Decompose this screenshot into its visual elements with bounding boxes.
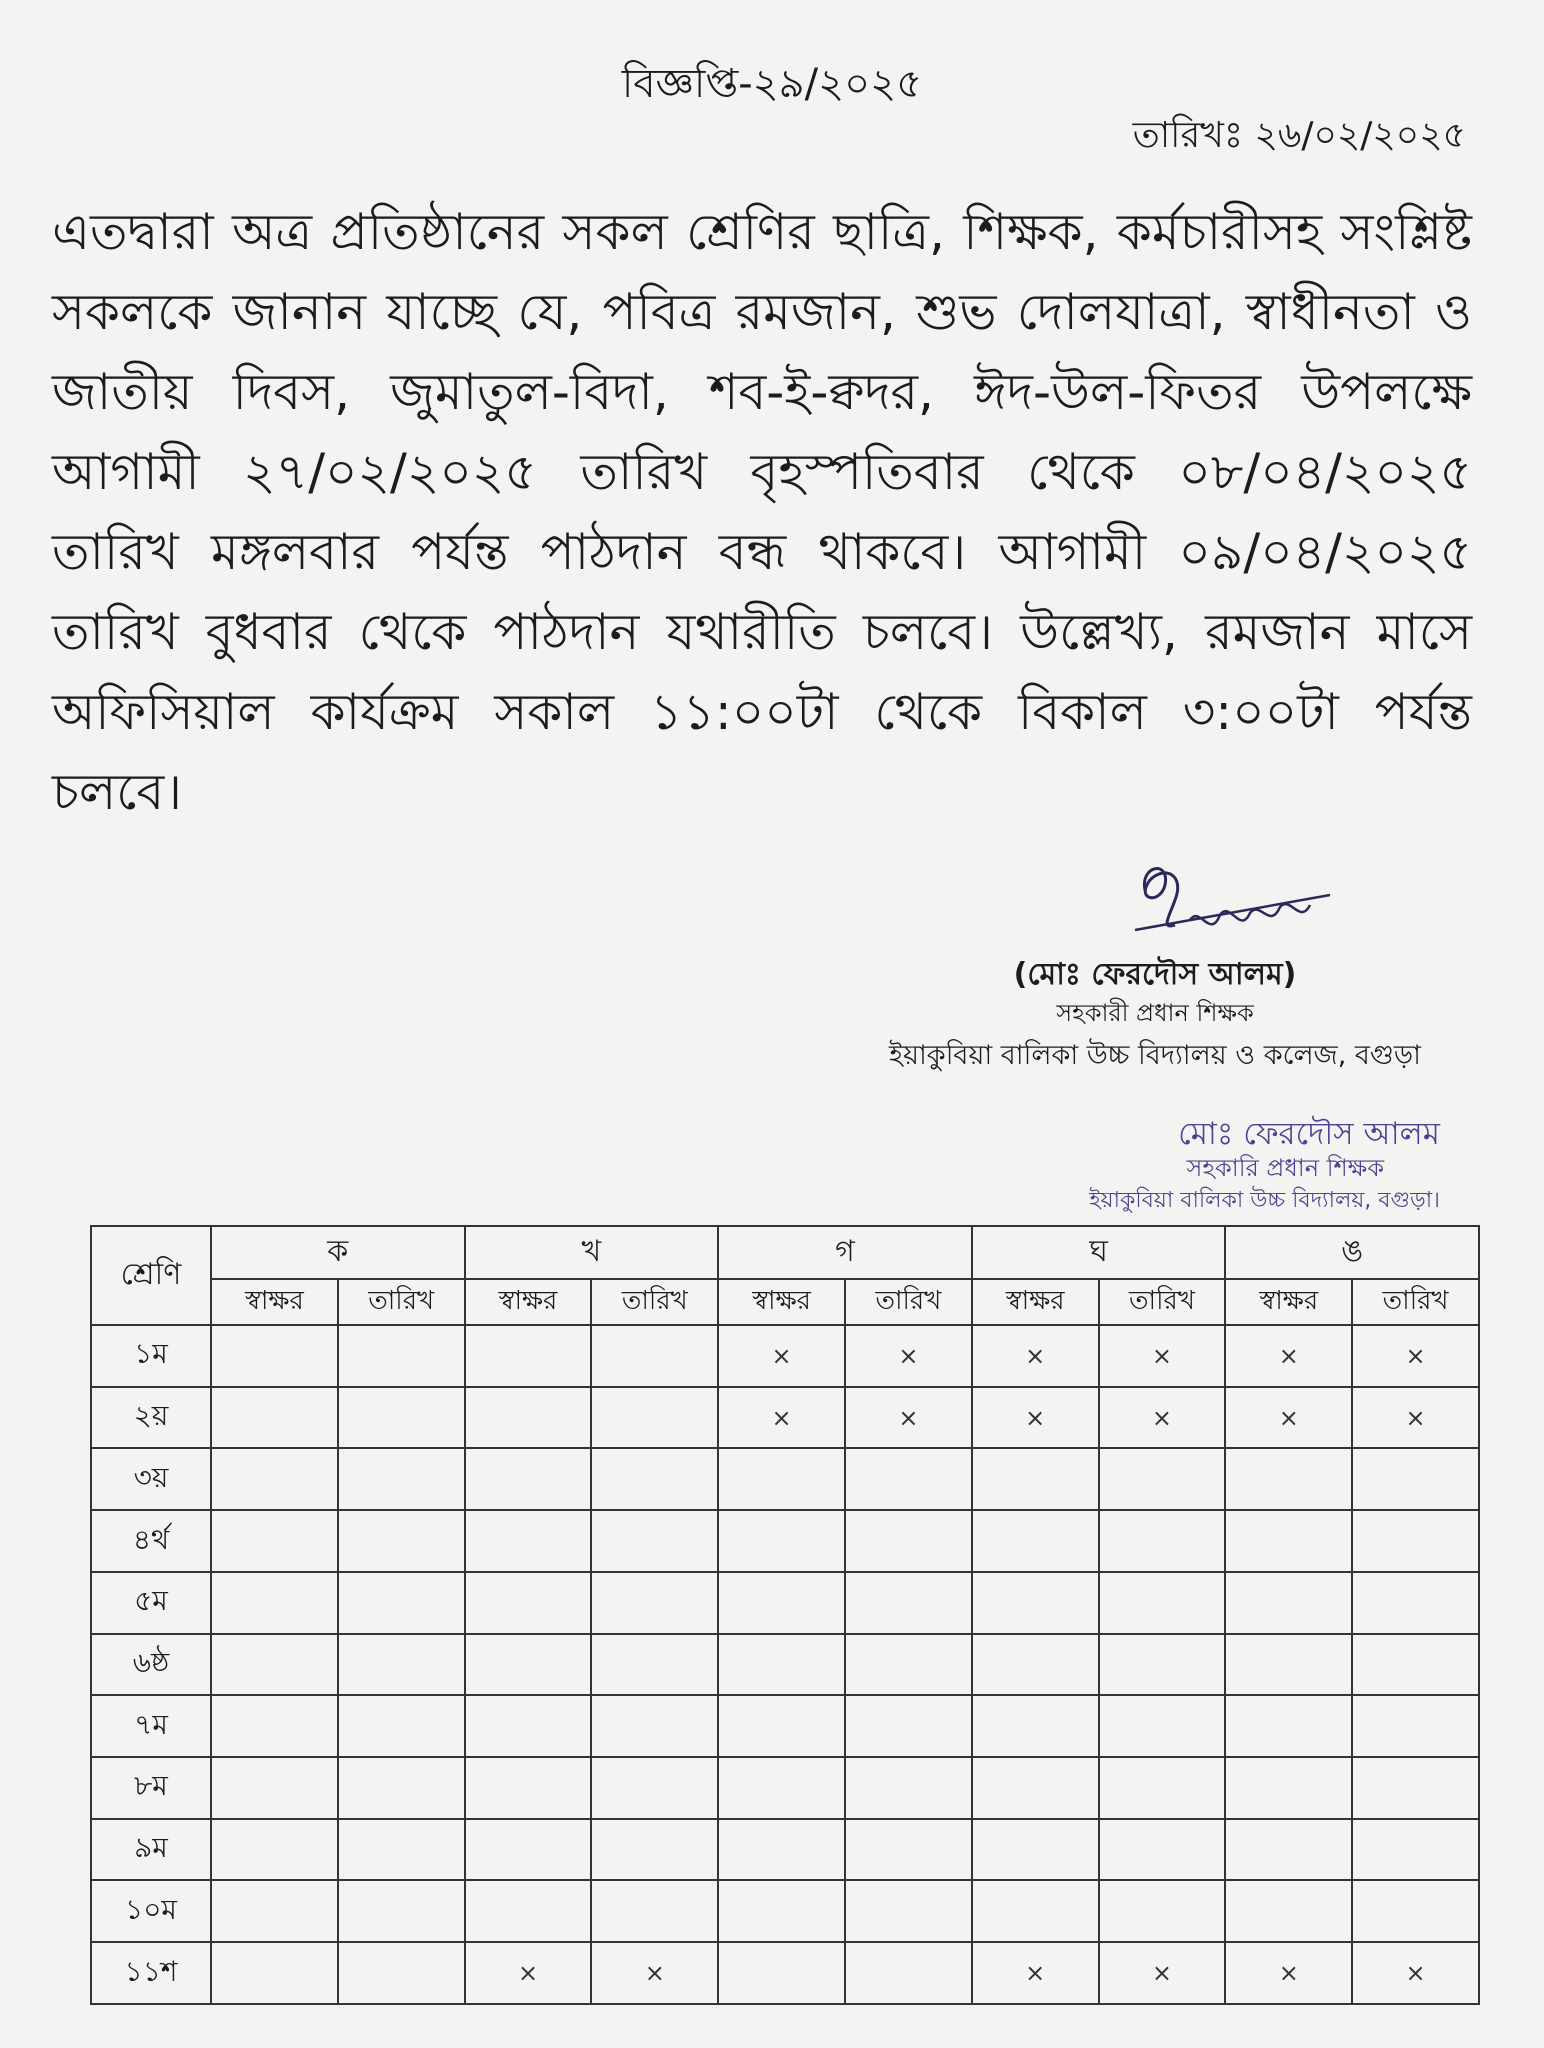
signature-cell bbox=[465, 1448, 592, 1510]
signature-cell: × bbox=[465, 1942, 592, 2004]
signature-cell: × bbox=[1225, 1325, 1352, 1387]
date-cell: × bbox=[845, 1387, 972, 1449]
date-cell: × bbox=[1099, 1325, 1226, 1387]
section-header: খ bbox=[465, 1226, 719, 1279]
signature-cell: × bbox=[1225, 1942, 1352, 2004]
class-label: ৫ম bbox=[91, 1572, 211, 1634]
date-cell bbox=[1099, 1510, 1226, 1572]
signature-cell bbox=[465, 1634, 592, 1696]
class-label: ১০ম bbox=[91, 1880, 211, 1942]
section-header: ঘ bbox=[972, 1226, 1226, 1279]
date-cell bbox=[591, 1634, 718, 1696]
table-row bbox=[91, 1634, 1479, 1696]
table-row bbox=[91, 1387, 1479, 1449]
date-cell: × bbox=[1352, 1387, 1479, 1449]
date-cell bbox=[338, 1880, 465, 1942]
signature-cell bbox=[972, 1572, 1099, 1634]
signature-cell bbox=[211, 1634, 338, 1696]
date-cell: × bbox=[1099, 1387, 1226, 1449]
signature-cell bbox=[211, 1448, 338, 1510]
table-row bbox=[91, 1325, 1479, 1387]
date-cell bbox=[591, 1757, 718, 1819]
date-cell bbox=[338, 1325, 465, 1387]
class-label: ৯ম bbox=[91, 1819, 211, 1881]
class-label: ২য় bbox=[91, 1387, 211, 1449]
date-cell bbox=[845, 1757, 972, 1819]
date-cell bbox=[845, 1880, 972, 1942]
date-cell bbox=[845, 1448, 972, 1510]
date-cell bbox=[1352, 1757, 1479, 1819]
date-cell bbox=[1352, 1880, 1479, 1942]
notice-date: তারিখঃ ২৬/০২/২০২৫ bbox=[1132, 115, 1466, 156]
date-cell bbox=[338, 1695, 465, 1757]
notice-body: এতদ্বারা অত্র প্রতিষ্ঠানের সকল শ্রেণির ছাত্রি, শিক্ষক, কর্মচারীসহ সংশ্লিষ্ট সকলকে জানান যাচ্ছে যে, পবিত্র রমজান, শুভ দোলযাত্রা, স্বাধীনতা ও জাতীয় দিবস, জুমাতুল-বিদা, শব-ই-ক্বদর, ঈদ-উল-ফিতর উপলক্ষে আগামী ২৭/০২/২০২৫ তারিখ বৃহস্পতিবার থেকে ০৮/০৪/২০২৫ তারিখ মঙ্গলবার পর্যন্ত পাঠদান বন্ধ থাকবে। আগামী ০৯/০৪/২০২৫ তারিখ বুধবার থেকে পাঠদান যথারীতি চলবে। উল্লেখ্য, রমজান মাসে অফিসিয়াল কার্যক্রম সকাল ১১:০০টা থেকে বিকাল ৩:০০টা পর্যন্ত চলবে। bbox=[52, 203, 1472, 821]
date-cell bbox=[591, 1880, 718, 1942]
signature-cell bbox=[718, 1634, 845, 1696]
table-body bbox=[91, 1325, 1479, 2004]
signature-cell bbox=[211, 1325, 338, 1387]
signature-cell bbox=[211, 1757, 338, 1819]
signature-cell: × bbox=[718, 1387, 845, 1449]
signature-cell: × bbox=[718, 1325, 845, 1387]
date-cell bbox=[845, 1819, 972, 1881]
signature-cell bbox=[465, 1757, 592, 1819]
signature-cell bbox=[1225, 1695, 1352, 1757]
date-cell bbox=[1099, 1634, 1226, 1696]
signature-cell bbox=[465, 1387, 592, 1449]
signature-cell bbox=[465, 1572, 592, 1634]
date-cell bbox=[845, 1942, 972, 2004]
signature-subheader: স্বাক্ষর bbox=[465, 1279, 592, 1325]
signature-cell bbox=[972, 1819, 1099, 1881]
date-cell bbox=[338, 1510, 465, 1572]
date-subheader: তারিখ bbox=[591, 1279, 718, 1325]
date-cell: × bbox=[1099, 1942, 1226, 2004]
signature-cell bbox=[972, 1880, 1099, 1942]
date-cell bbox=[845, 1695, 972, 1757]
date-cell bbox=[1099, 1695, 1226, 1757]
date-cell: × bbox=[591, 1942, 718, 2004]
signature-cell bbox=[718, 1757, 845, 1819]
date-cell bbox=[1352, 1448, 1479, 1510]
signatory-title: সহকারী প্রধান শিক্ষক bbox=[1056, 999, 1254, 1027]
date-cell bbox=[338, 1448, 465, 1510]
signatory-name: (মোঃ ফেরদৌস আলম) bbox=[1013, 957, 1297, 992]
signature-cell bbox=[211, 1819, 338, 1881]
date-cell bbox=[1352, 1510, 1479, 1572]
signature-cell bbox=[972, 1757, 1099, 1819]
class-label: ৩য় bbox=[91, 1448, 211, 1510]
date-cell bbox=[338, 1942, 465, 2004]
stamp-institution: ইয়াকুবিয়া বালিকা উচ্চ বিদ্যালয়, বগুড়া। bbox=[1089, 1188, 1440, 1213]
table-row bbox=[91, 1757, 1479, 1819]
date-cell bbox=[1352, 1572, 1479, 1634]
date-cell bbox=[591, 1448, 718, 1510]
date-cell: × bbox=[1352, 1942, 1479, 2004]
class-label: ৬ষ্ঠ bbox=[91, 1634, 211, 1696]
signature-cell bbox=[972, 1634, 1099, 1696]
signature-cell bbox=[211, 1695, 338, 1757]
class-label: ১১শ bbox=[91, 1942, 211, 2004]
signature-cell bbox=[718, 1942, 845, 2004]
signature-subheader: স্বাক্ষর bbox=[1225, 1279, 1352, 1325]
signature-cell bbox=[718, 1572, 845, 1634]
date-cell bbox=[591, 1387, 718, 1449]
signature-cell bbox=[1225, 1634, 1352, 1696]
signature-cell bbox=[211, 1572, 338, 1634]
table-row bbox=[91, 1695, 1479, 1757]
signature-cell bbox=[972, 1510, 1099, 1572]
date-cell bbox=[338, 1819, 465, 1881]
date-cell bbox=[845, 1634, 972, 1696]
date-cell bbox=[338, 1387, 465, 1449]
date-cell bbox=[591, 1695, 718, 1757]
class-label: ৪র্থ bbox=[91, 1510, 211, 1572]
signature-cell bbox=[211, 1880, 338, 1942]
date-cell bbox=[1352, 1695, 1479, 1757]
date-cell: × bbox=[1352, 1325, 1479, 1387]
signature-cell: × bbox=[1225, 1387, 1352, 1449]
date-subheader: তারিখ bbox=[1352, 1279, 1479, 1325]
date-cell bbox=[1352, 1819, 1479, 1881]
signatory-institution: ইয়াকুবিয়া বালিকা উচ্চ বিদ্যালয় ও কলেজ, বগুড়া bbox=[889, 1040, 1421, 1071]
date-cell bbox=[591, 1325, 718, 1387]
signature-cell bbox=[211, 1942, 338, 2004]
section-header: গ bbox=[718, 1226, 972, 1279]
date-cell bbox=[1099, 1572, 1226, 1634]
signature-cell bbox=[1225, 1448, 1352, 1510]
signature-cell bbox=[718, 1448, 845, 1510]
date-cell: × bbox=[845, 1325, 972, 1387]
signature-cell bbox=[972, 1448, 1099, 1510]
section-header: ঙ bbox=[1225, 1226, 1479, 1279]
class-label: ৮ম bbox=[91, 1757, 211, 1819]
date-cell bbox=[1099, 1448, 1226, 1510]
signature-subheader: স্বাক্ষর bbox=[718, 1279, 845, 1325]
date-subheader: তারিখ bbox=[1099, 1279, 1226, 1325]
date-cell bbox=[1099, 1757, 1226, 1819]
signature-cell: × bbox=[972, 1387, 1099, 1449]
date-cell bbox=[338, 1572, 465, 1634]
signature-cell: × bbox=[972, 1325, 1099, 1387]
handwritten-signature bbox=[1115, 845, 1345, 965]
section-header: ক bbox=[211, 1226, 465, 1279]
date-cell bbox=[1099, 1819, 1226, 1881]
date-cell bbox=[338, 1634, 465, 1696]
signature-cell bbox=[1225, 1819, 1352, 1881]
signature-cell: × bbox=[972, 1942, 1099, 2004]
signature-cell bbox=[1225, 1572, 1352, 1634]
stamp-title: সহকারি প্রধান শিক্ষক bbox=[1186, 1154, 1384, 1182]
table-row bbox=[91, 1448, 1479, 1510]
signature-cell bbox=[211, 1387, 338, 1449]
class-label: ১ম bbox=[91, 1325, 211, 1387]
date-cell bbox=[845, 1572, 972, 1634]
signature-cell bbox=[718, 1880, 845, 1942]
notice-number: বিজ্ঞপ্তি-২৯/২০২৫ bbox=[621, 61, 923, 107]
signature-cell bbox=[718, 1819, 845, 1881]
class-column-header: শ্রেণি bbox=[91, 1226, 211, 1325]
signature-subheader: স্বাক্ষর bbox=[972, 1279, 1099, 1325]
date-cell bbox=[591, 1819, 718, 1881]
date-cell bbox=[1352, 1634, 1479, 1696]
signature-cell bbox=[465, 1510, 592, 1572]
table-row bbox=[91, 1572, 1479, 1634]
date-cell bbox=[591, 1510, 718, 1572]
table-row bbox=[91, 1942, 1479, 2004]
signature-cell bbox=[465, 1880, 592, 1942]
date-subheader: তারিখ bbox=[338, 1279, 465, 1325]
table-row bbox=[91, 1819, 1479, 1881]
class-label: ৭ম bbox=[91, 1695, 211, 1757]
date-cell bbox=[338, 1757, 465, 1819]
signature-cell bbox=[972, 1695, 1099, 1757]
signature-cell bbox=[1225, 1757, 1352, 1819]
signature-cell bbox=[465, 1325, 592, 1387]
table-row bbox=[91, 1880, 1479, 1942]
stamp-name: মোঃ ফেরদৌস আলম bbox=[1178, 1116, 1440, 1152]
signature-cell bbox=[465, 1695, 592, 1757]
date-subheader: তারিখ bbox=[845, 1279, 972, 1325]
signature-subheader: স্বাক্ষর bbox=[211, 1279, 338, 1325]
signature-cell bbox=[718, 1510, 845, 1572]
date-cell bbox=[591, 1572, 718, 1634]
signature-cell bbox=[1225, 1880, 1352, 1942]
date-cell bbox=[845, 1510, 972, 1572]
table-row bbox=[91, 1510, 1479, 1572]
signature-cell bbox=[465, 1819, 592, 1881]
signature-cell bbox=[1225, 1510, 1352, 1572]
date-cell bbox=[1099, 1880, 1226, 1942]
signature-cell bbox=[718, 1695, 845, 1757]
signature-cell bbox=[211, 1510, 338, 1572]
signature-register-table bbox=[90, 1225, 1480, 2005]
